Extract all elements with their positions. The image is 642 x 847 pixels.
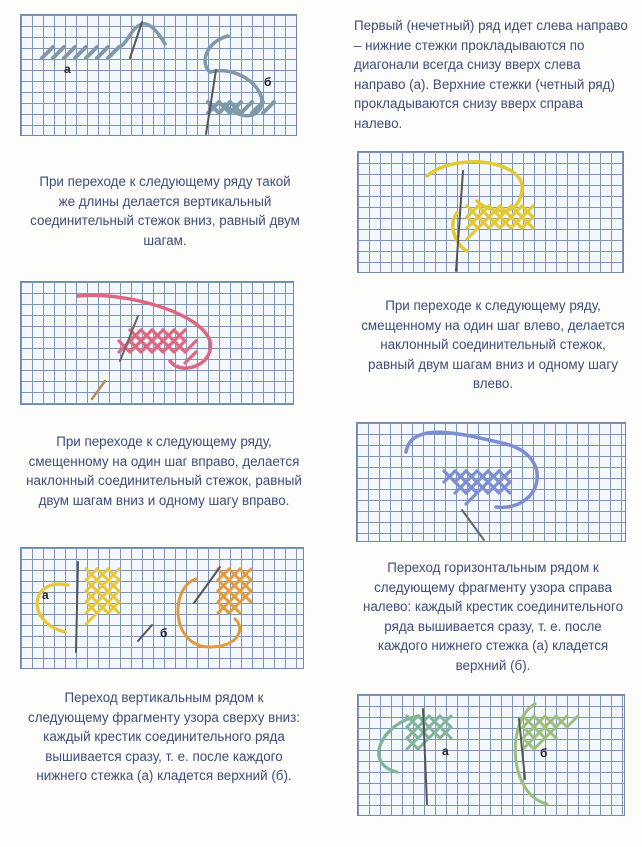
label-b-5: б xyxy=(160,626,168,640)
caption-5: Переход горизонтальным рядом к следующему фрагменту узора справа налево: каждый крестик соединительного ряда вышивается сразу, т. е. после каждого нижнего стежка (а) кладется верхний (б). xyxy=(362,560,624,673)
label-b-6: б xyxy=(540,746,548,760)
caption-3: При переходе к следующему ряду, смещенному на один шаг влево, делается наклонный соединительный стежок, равный двум шагам вниз и одному шагу влево. xyxy=(361,298,625,391)
stitch-illustration-3 xyxy=(20,281,292,403)
stitch-illustration-5 xyxy=(20,547,302,667)
caption-6: Переход вертикальным рядом к следующему фрагменту узора сверху вниз: каждый крестик соединительного ряда вышивается сразу, т. е. после каждого нижнего стежка (а) кладется верхний (б). xyxy=(28,690,300,783)
caption-1: Первый (нечетный) ряд идет слева направо – нижние стежки прокладываются по диагонали всегда снизу вверх слева направо (а). Верхние стежки (четный ряд) прокладываются снизу вверх справа налево. xyxy=(354,18,628,131)
stitch-illustration-6 xyxy=(357,694,623,814)
label-b-1: б xyxy=(264,75,272,89)
label-a-5: а xyxy=(42,588,49,602)
stitch-illustration-1 xyxy=(20,14,295,134)
label-a-6: а xyxy=(442,744,449,758)
label-a-1: а xyxy=(64,62,71,76)
stitch-illustration-2 xyxy=(357,151,622,271)
caption-4: При переходе к следующему ряду, смещенному на один шаг вправо, делается наклонный соединительный стежок, равный двум шагам вниз и одному шагу вправо. xyxy=(26,434,302,508)
stitch-illustration-4 xyxy=(356,422,624,540)
caption-2: При переходе к следующему ряду такой же длины делается вертикальный соединительный стежок вниз, равный двум шагам. xyxy=(30,174,300,248)
